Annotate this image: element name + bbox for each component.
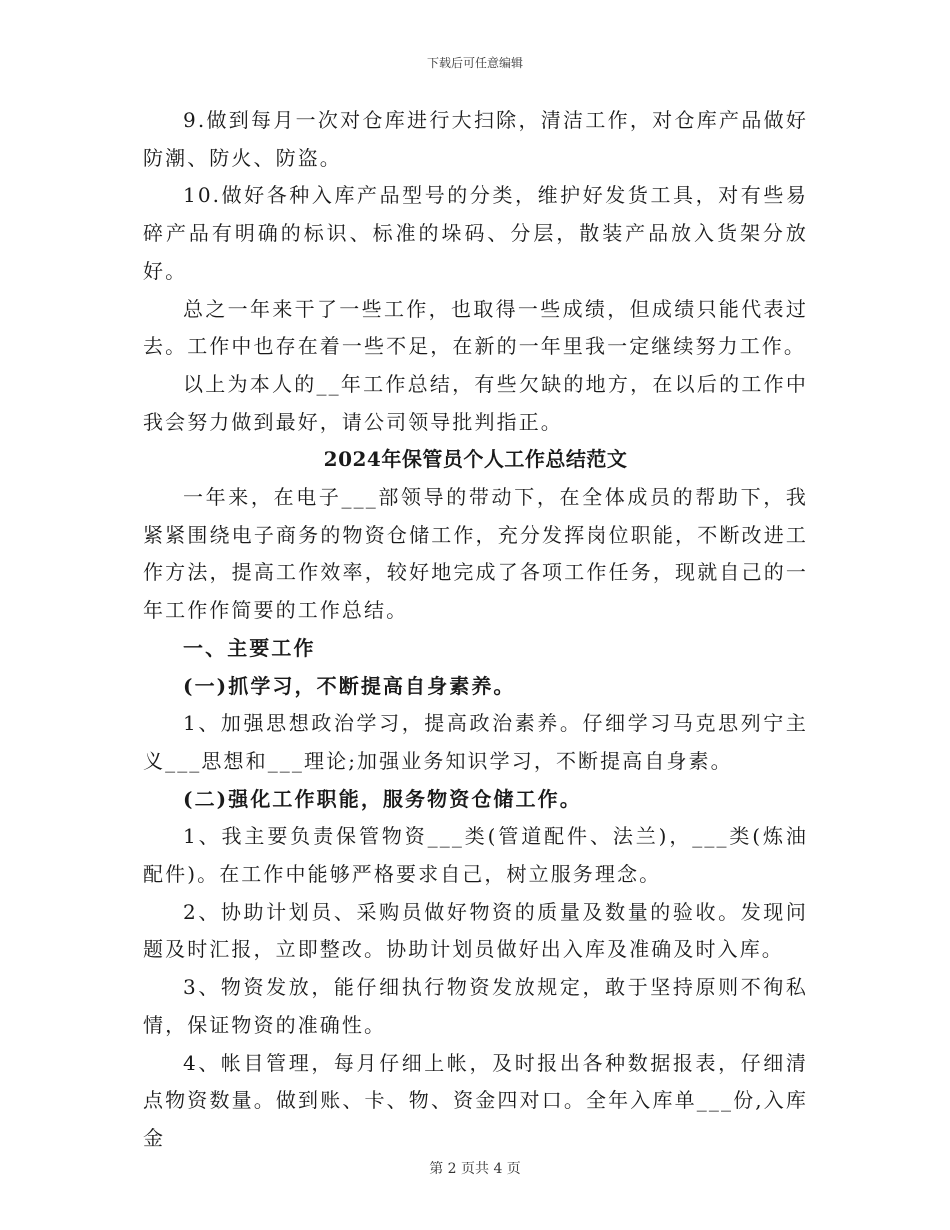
heading-main-work: 一、主要工作 [183,635,316,660]
page-footer: 第 2 页共 4 页 [429,1161,521,1177]
paragraph-summary: 总之一年来干了一些工作，也取得一些成绩，但成绩只能代表过去。工作中也存在着一些不足，在新的一年里我一定继续努力工作。 [143,296,808,359]
paragraph-item-9: 9.做到每月一次对仓库进行大扫除，清洁工作，对仓库产品做好防潮、防火、防盗。 [143,108,808,170]
paragraph-closing: 以上为本人的__年工作总结，有些欠缺的地方，在以后的工作中我会努力做到最好，请公司领导批判指正。 [143,371,808,434]
paragraph-function-2: 2、协助计划员、采购员做好物资的质量及数量的验收。发现问题及时汇报，立即整改。协助计划员做好出入库及准确及时入库。 [143,899,808,962]
paragraph-item-10: 10.做好各种入库产品型号的分类，维护好发货工具，对有些易碎产品有明确的标识、标准的垛码、分层，散装产品放入货架分放好。 [143,183,808,283]
subheading-function: (二)强化工作职能，服务物资仓储工作。 [183,786,582,811]
paragraph-intro: 一年来，在电子___部领导的带动下，在全体成员的帮助下，我紧紧围绕电子商务的物资仓储工作，充分发挥岗位职能，不断改进工作方法，提高工作效率，较好地完成了各项工作任务，现就自己的一年工作作简要的工作总结。 [143,485,808,623]
subheading-study: (一)抓学习，不断提高自身素养。 [183,673,516,698]
page-header: 下载后可任意编辑 [426,56,523,70]
section-title: 2024年保管员个人工作总结范文 [323,447,628,472]
document-body [143,102,808,1158]
paragraph-function-1: 1、我主要负责保管物资___类(管道配件、法兰)，___类(炼油配件)。在工作中能够严格要求自己，树立服务理念。 [143,824,808,887]
paragraph-function-3: 3、物资发放，能仔细执行物资发放规定，敢于坚持原则不徇私情，保证物资的准确性。 [143,975,808,1037]
paragraph-study-1: 1、加强思想政治学习，提高政治素养。仔细学习马克思列宁主义___思想和___理论;加强业务知识学习，不断提高自身素。 [143,711,808,773]
paragraph-function-4: 4、帐目管理，每月仔细上帐，及时报出各种数据报表，仔细清点物资数量。做到账、卡、物、资金四对口。全年入库单___份,入库金 [143,1050,808,1150]
